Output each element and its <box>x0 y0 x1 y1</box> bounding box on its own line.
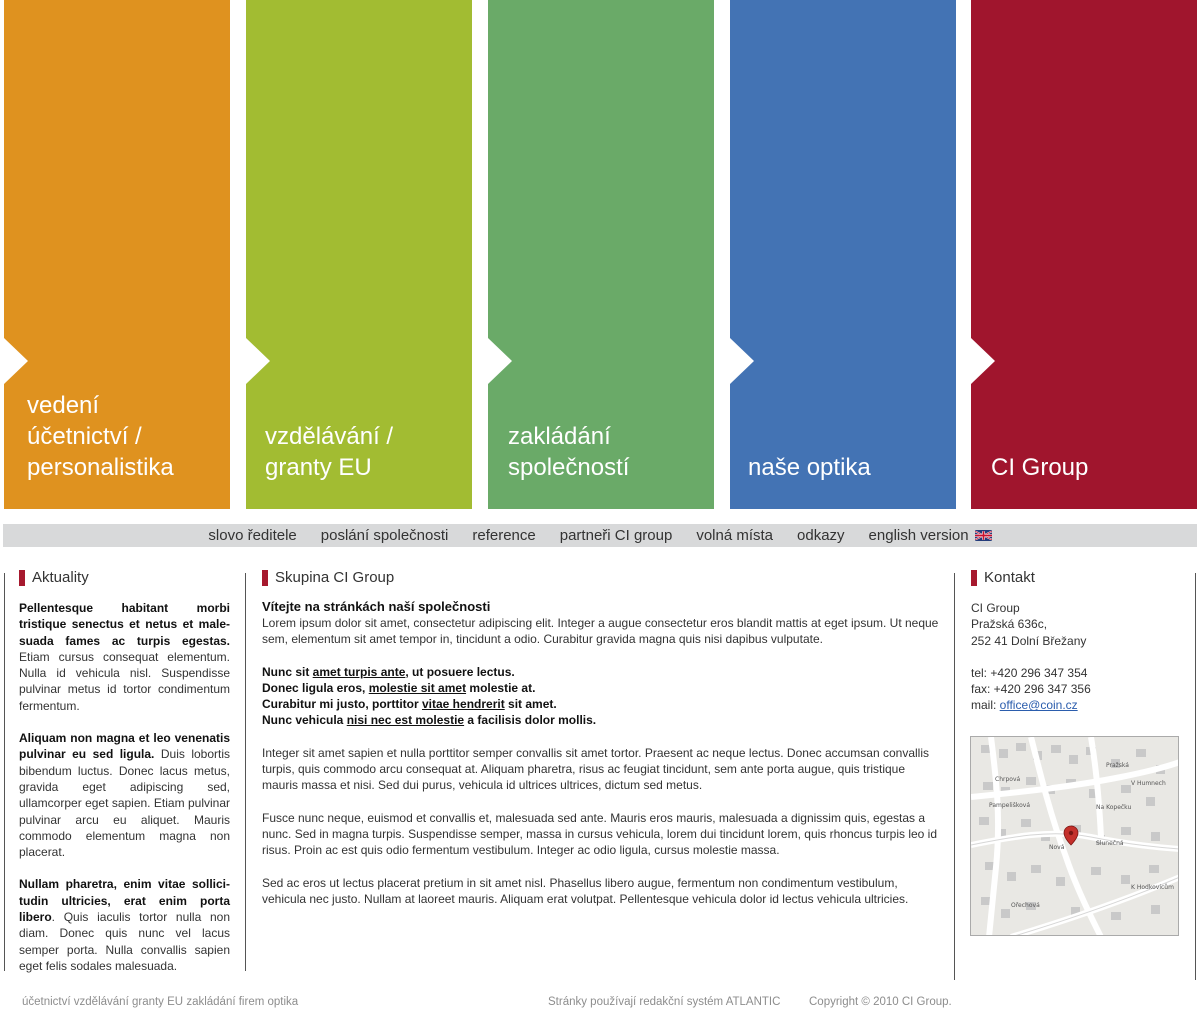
map-street-label: Pražská <box>1106 762 1129 769</box>
bullet-link[interactable]: nisi nec est molestie <box>346 713 465 728</box>
contact-address <box>971 600 1181 649</box>
map-street-label: Slunečná <box>1096 840 1124 847</box>
tile-notch <box>730 338 754 384</box>
tile-label <box>991 452 1088 483</box>
contact-mail-label: mail: <box>971 698 1000 713</box>
body-paragraph: Fusce nunc neque, euismod et convallis et, malesuada sed ante. Mauris eros mauris, malesuada a dignissim quis, egestas a nunc. Sed in magna turpis. Suspendisse semper, massa in cursus vehicula, lorem dui tincidunt lorem, quis rhoncus turpis leo id risus. Proin ac est quis odio fermentum vestibulum. Integer ac odio ligula, cursus molestie massa. <box>262 810 938 858</box>
tile-notch <box>4 338 28 384</box>
news-item <box>19 876 230 974</box>
nav-item-partners[interactable]: partneři CI group <box>559 527 673 544</box>
column-divider <box>4 573 5 971</box>
bullet-link[interactable]: molestie sit amet <box>368 680 467 695</box>
tile-label-line: vzdělávání / <box>265 423 394 450</box>
nav-item-english[interactable] <box>857 527 1004 544</box>
bullet-line <box>262 681 535 695</box>
column-divider <box>1195 573 1196 980</box>
footer-link-grants[interactable]: granty EU <box>131 996 184 1008</box>
news-item-text: . Quis iaculis tortor nulla non diam. Donec quis nunc vel lacus semper porta. Nulla convallis sapien eget felis sodales malesuada. <box>19 910 230 973</box>
main-heading: Skupina CI Group <box>262 570 940 586</box>
news-item-text: Etiam cursus consequat elementum. Nulla id vehicula nisl. Suspendisse pulvinar metus id tortor condimentum fermentum. <box>19 649 230 713</box>
bullet-link[interactable]: amet turpis ante <box>312 664 406 679</box>
bullet-pre: Donec ligula eros, <box>262 680 369 695</box>
bullet-post: molestie at. <box>466 680 536 695</box>
news-item <box>19 730 230 860</box>
bullet-pre: Nunc vehicula <box>262 713 347 728</box>
nav-item-director[interactable]: slovo ředitele <box>208 527 297 544</box>
footer-link-companies[interactable]: zakládání firem <box>186 996 265 1008</box>
tile-education[interactable] <box>246 0 472 509</box>
footer-link-optics[interactable]: optika <box>267 996 299 1008</box>
news-item-headline: Aliquam non magna et leo venenatis pulvinar eu sed ligula. <box>19 731 230 762</box>
bullet-line <box>262 697 557 711</box>
news-column <box>19 570 230 990</box>
map-street-label: Na Kopečku <box>1096 804 1132 811</box>
news-item-text: Duis lobortis bibendum luctus. Donec lacus metus, gravida eget adipiscing sed, ullamcorper eget sapien. Etiam pulvinar pulvinar arcu eu aliquet. Mauris commodo elementum magna non placerat. <box>19 747 231 860</box>
bullet-list <box>262 664 940 729</box>
map-street-label: Chrpová <box>995 776 1021 783</box>
footer-link-accounting[interactable]: účetnictví <box>22 996 71 1008</box>
tile-accounting[interactable] <box>4 0 230 509</box>
footer-links <box>22 996 298 1008</box>
address-line: CI Group <box>971 601 1020 615</box>
tile-label-line: granty EU <box>265 454 372 481</box>
tile-notch <box>971 338 995 384</box>
map-street-label: Ořechová <box>1011 902 1040 909</box>
bullet-post: a facilisis dolor mollis. <box>464 713 597 728</box>
tile-label <box>265 421 393 483</box>
main-nav <box>3 524 1197 547</box>
tile-companies[interactable] <box>488 0 714 509</box>
contact-details <box>971 665 1181 714</box>
bullet-pre: Nunc sit <box>262 664 313 679</box>
tile-optics[interactable] <box>730 0 956 509</box>
contact-tel: tel: +420 296 347 354 <box>971 665 1088 680</box>
tile-label-line: personalistika <box>27 454 174 481</box>
bullet-post: , ut posuere lectus. <box>405 664 515 679</box>
bullet-pre: Curabitur mi justo, porttitor <box>262 697 422 712</box>
welcome-title: Vítejte na stránkách naší společnosti <box>262 599 491 614</box>
tile-ci-group[interactable] <box>971 0 1197 509</box>
bullet-line <box>262 713 596 727</box>
intro-text: Lorem ipsum dolor sit amet, consectetur adipiscing elit. Integer a augue consectetur eros blandit mattis at eget ipsum. Ut neque sem, elementum sit amet tempor in, tincidunt a odio. Curabitur gravida magna quis nisi dapibus vulputate. <box>262 616 939 647</box>
address-line: 252 41 Dolní Břežany <box>971 633 1087 648</box>
contact-column <box>971 570 1181 730</box>
column-divider <box>954 573 955 980</box>
map-graphic <box>971 737 1179 936</box>
tile-notch <box>488 338 512 384</box>
news-heading: Aktuality <box>19 570 230 586</box>
footer-link-education[interactable]: vzdělávání <box>73 996 129 1008</box>
nav-item-mission[interactable]: poslání společnosti <box>320 527 449 544</box>
bullet-line <box>262 665 515 679</box>
map-street-label: K Hodkovicům <box>1131 884 1174 891</box>
tile-label <box>748 452 871 483</box>
uk-flag-icon <box>975 530 992 541</box>
footer-copyright: Copyright © 2010 CI Group. <box>809 996 952 1008</box>
map-street-label: V Humnech <box>1131 780 1166 787</box>
body-paragraph: Integer sit amet sapien et nulla porttitor semper convallis sit amet tortor. Praesent ac neque lectus. Donec accumsan convallis turpis, quis commodo arcu consequat at. Aliquam pharetra, risus ac feugiat tincidunt, sem ante porta augue, quis tristique mauris massa et nisi. Sed dui purus, vehicula id ultrices ultrices, dictum sed metus. <box>262 745 929 793</box>
tile-label-line: zakládání <box>508 423 611 450</box>
contact-heading: Kontakt <box>971 570 1181 586</box>
map-street-label: Nová <box>1049 844 1065 851</box>
address-line: Pražská 636c, <box>971 617 1048 632</box>
news-item-headline: Nullam pharetra, enim vitae sollici-tudin ultricies, erat enim porta libero <box>19 877 230 925</box>
location-map[interactable] <box>970 736 1179 936</box>
nav-item-english-label: english version <box>868 527 969 544</box>
news-item-headline: Pellentesque habitant morbi tristique senectus et netus et male-suada fames ac turpis egestas. <box>19 601 230 648</box>
main-column <box>262 570 940 923</box>
contact-fax: fax: +420 296 347 356 <box>971 682 1091 697</box>
tile-label <box>508 421 629 483</box>
contact-email-link[interactable]: office@coin.cz <box>999 698 1078 713</box>
tile-label-line: společností <box>508 454 630 481</box>
map-street-label: Pampelišková <box>989 802 1030 809</box>
footer-cms-note: Stránky používají redakční systém ATLANTIC <box>548 996 781 1008</box>
tile-label-line: CI Group <box>991 454 1089 481</box>
body-paragraph: Sed ac eros ut lectus placerat pretium in sit amet nisl. Phasellus libero augue, fermentum non condimentum vestibulum, vehicula nec justo. Nullam at laoreet mauris. Aliquam erat volutpat. Pellentesque vehicula dolor id lectus vehicula ultricies. <box>262 875 909 906</box>
tile-label-line: naše optika <box>748 454 871 481</box>
bullet-link[interactable]: vitae hendrerit <box>422 697 505 712</box>
tile-notch <box>246 338 270 384</box>
nav-item-jobs[interactable]: volná místa <box>696 527 774 544</box>
news-item <box>19 600 230 714</box>
tile-label <box>27 390 174 483</box>
tile-label-line: účetnictví / <box>27 423 142 450</box>
nav-item-links[interactable]: odkazy <box>797 527 845 544</box>
nav-item-references[interactable]: reference <box>472 527 536 544</box>
column-divider <box>245 573 246 971</box>
tile-label-line: vedení <box>27 392 100 419</box>
bullet-post: sit amet. <box>504 697 557 712</box>
